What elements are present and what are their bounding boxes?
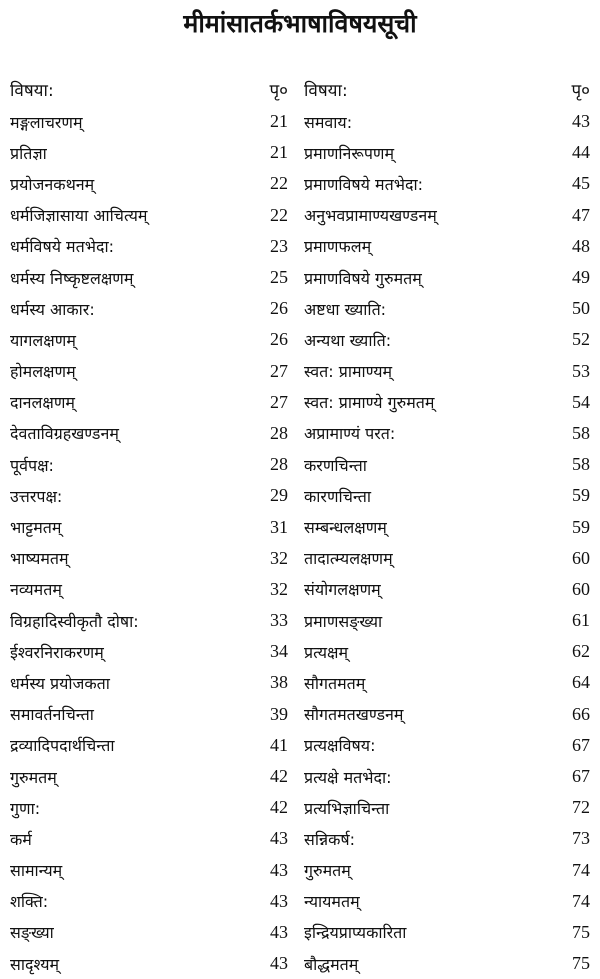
entry-page-number: 27 — [270, 391, 288, 412]
entry-page-number: 67 — [572, 766, 590, 787]
entry-page-number: 64 — [572, 672, 590, 693]
right-index-column — [304, 72, 590, 979]
entry-page-number: 29 — [270, 485, 288, 506]
entry-topic: मङ्गलाचरणम् — [10, 112, 83, 132]
index-entry — [10, 886, 288, 917]
entry-page-number: 22 — [270, 204, 288, 225]
index-entry — [304, 667, 590, 698]
entry-topic: धर्मस्य आकार: — [10, 299, 95, 319]
entry-topic: प्रत्यक्षम् — [304, 642, 349, 662]
entry-page-number: 23 — [270, 235, 288, 256]
right-entries — [304, 106, 590, 979]
entry-topic: गुरुमतम् — [304, 861, 351, 881]
entry-topic: सामान्यम् — [10, 861, 63, 881]
entry-page-number: 73 — [572, 828, 590, 849]
index-entry — [304, 730, 590, 761]
entry-topic: कारणचिन्ता — [304, 486, 372, 506]
entry-page-number: 38 — [270, 672, 288, 693]
entry-topic: धर्मस्य निष्कृष्टलक्षणम् — [10, 268, 134, 288]
index-entry — [304, 200, 590, 231]
entry-topic: होमलक्षणम् — [10, 362, 76, 382]
entry-topic: अनुभवप्रामाण्यखण्डनम् — [304, 206, 437, 226]
entry-page-number: 43 — [270, 953, 288, 974]
index-entry — [304, 605, 590, 636]
entry-topic: धर्मजिज्ञासाया आचित्यम् — [10, 206, 148, 226]
page-header: पृ० — [571, 80, 590, 101]
entry-page-number: 59 — [572, 516, 590, 537]
index-entry — [10, 636, 288, 667]
index-entry — [10, 168, 288, 199]
entry-page-number: 54 — [572, 391, 590, 412]
entry-topic: पूर्वपक्ष: — [10, 455, 54, 475]
entry-page-number: 26 — [270, 329, 288, 350]
entry-topic: समावर्तनचिन्ता — [10, 705, 94, 725]
entry-topic: न्यायमतम् — [304, 892, 360, 912]
index-entry — [10, 574, 288, 605]
index-entry — [304, 823, 590, 854]
index-entry — [10, 917, 288, 948]
index-entry — [304, 449, 590, 480]
index-entry — [304, 262, 590, 293]
index-entry — [304, 511, 590, 542]
index-entry — [10, 667, 288, 698]
index-entry — [304, 418, 590, 449]
entry-topic: शक्ति: — [10, 892, 49, 912]
entry-topic: द्रव्यादिपदार्थचिन्ता — [10, 736, 115, 756]
entry-page-number: 43 — [270, 859, 288, 880]
entry-page-number: 74 — [572, 890, 590, 911]
index-entry — [10, 855, 288, 886]
entry-page-number: 21 — [270, 111, 288, 132]
entry-topic: प्रयोजनकथनम् — [10, 174, 95, 194]
entry-topic: संयोगलक्षणम् — [304, 580, 381, 600]
index-entry — [10, 262, 288, 293]
entry-topic: सौगतमतम् — [304, 673, 366, 693]
index-entry — [304, 886, 590, 917]
entry-page-number: 33 — [270, 610, 288, 631]
entry-page-number: 48 — [572, 235, 590, 256]
left-column-header — [10, 72, 288, 106]
entry-topic: तादात्म्यलक्षणम् — [304, 549, 393, 569]
entry-page-number: 62 — [572, 641, 590, 662]
entry-page-number: 41 — [270, 734, 288, 755]
entry-topic: यागलक्षणम् — [10, 330, 76, 350]
entry-page-number: 42 — [270, 797, 288, 818]
entry-topic: सौगतमतखण्डनम् — [304, 705, 404, 725]
entry-topic: प्रमाणफलम् — [304, 237, 372, 257]
entry-page-number: 43 — [270, 921, 288, 942]
entry-page-number: 25 — [270, 267, 288, 288]
index-entry — [304, 948, 590, 979]
entry-topic: देवताविग्रहखण्डनम् — [10, 424, 119, 444]
index-entry — [304, 917, 590, 948]
entry-page-number: 28 — [270, 422, 288, 443]
entry-topic: अन्यथा ख्याति: — [304, 330, 392, 350]
entry-page-number: 49 — [572, 267, 590, 288]
entry-topic: प्रतिज्ञा — [10, 143, 47, 163]
entry-topic: प्रमाणविषये मतभेदा: — [304, 174, 424, 194]
entry-topic: प्रत्यभिज्ञाचिन्ता — [304, 798, 390, 818]
index-entry — [304, 231, 590, 262]
entry-page-number: 21 — [270, 142, 288, 163]
entry-topic: अष्टधा ख्याति: — [304, 299, 387, 319]
index-entry — [304, 792, 590, 823]
entry-topic: सन्निकर्ष: — [304, 829, 356, 849]
entry-page-number: 27 — [270, 360, 288, 381]
entry-page-number: 39 — [270, 703, 288, 724]
entry-topic: स्वत: प्रामाण्यम् — [304, 362, 393, 382]
entry-page-number: 75 — [572, 921, 590, 942]
index-entry — [304, 168, 590, 199]
entry-page-number: 47 — [572, 204, 590, 225]
entry-page-number: 31 — [270, 516, 288, 537]
index-entry — [10, 792, 288, 823]
index-entry — [10, 730, 288, 761]
right-column-header — [304, 72, 590, 106]
index-entry — [10, 543, 288, 574]
entry-topic: प्रमाणनिरूपणम् — [304, 143, 395, 163]
entry-page-number: 34 — [270, 641, 288, 662]
index-entry — [304, 356, 590, 387]
index-entry — [10, 948, 288, 979]
index-entry — [10, 231, 288, 262]
index-entry — [304, 480, 590, 511]
entry-topic: गुरुमतम् — [10, 767, 57, 787]
entry-topic: प्रमाणविषये गुरुमतम् — [304, 268, 422, 288]
entry-page-number: 53 — [572, 360, 590, 381]
entry-page-number: 28 — [270, 454, 288, 475]
index-entry — [10, 137, 288, 168]
entry-topic: धर्मविषये मतभेदा: — [10, 237, 115, 257]
entry-topic: विग्रहादिस्वीकृतौ दोषा: — [10, 611, 139, 631]
entry-topic: प्रत्यक्षविषय: — [304, 736, 376, 756]
entry-topic: अप्रामाण्यं परत: — [304, 424, 396, 444]
index-entry — [10, 761, 288, 792]
entry-page-number: 32 — [270, 578, 288, 599]
left-entries — [10, 106, 288, 979]
entry-topic: कर्म — [10, 829, 32, 849]
index-entry — [10, 387, 288, 418]
entry-page-number: 26 — [270, 298, 288, 319]
entry-topic: बौद्धमतम् — [304, 954, 359, 974]
entry-topic: करणचिन्ता — [304, 455, 367, 475]
index-entry — [10, 356, 288, 387]
entry-topic: भाट्टमतम् — [10, 518, 62, 538]
index-entry — [10, 605, 288, 636]
entry-topic: धर्मस्य प्रयोजकता — [10, 673, 110, 693]
entry-page-number: 58 — [572, 454, 590, 475]
entry-topic: गुणा: — [10, 798, 41, 818]
index-entry — [10, 106, 288, 137]
entry-page-number: 74 — [572, 859, 590, 880]
entry-topic: स्वत: प्रामाण्ये गुरुमतम् — [304, 393, 435, 413]
entry-page-number: 43 — [572, 111, 590, 132]
index-entry — [304, 543, 590, 574]
left-index-column — [10, 72, 288, 979]
entry-page-number: 43 — [270, 828, 288, 849]
entry-page-number: 60 — [572, 578, 590, 599]
index-entry — [10, 200, 288, 231]
entry-topic: नव्यमतम् — [10, 580, 62, 600]
index-entry — [304, 855, 590, 886]
entry-topic: सङ्ख्या — [10, 923, 54, 943]
index-entry — [304, 293, 590, 324]
entry-page-number: 32 — [270, 547, 288, 568]
index-entry — [10, 511, 288, 542]
entry-page-number: 75 — [572, 953, 590, 974]
entry-page-number: 43 — [270, 890, 288, 911]
index-entry — [304, 761, 590, 792]
page-title: मीमांसातर्कभाषाविषयसूची — [183, 9, 417, 38]
subject-header: विषया: — [304, 80, 348, 101]
entry-page-number: 60 — [572, 547, 590, 568]
entry-page-number: 45 — [572, 173, 590, 194]
entry-page-number: 22 — [270, 173, 288, 194]
entry-page-number: 44 — [572, 142, 590, 163]
entry-page-number: 61 — [572, 610, 590, 631]
index-entry — [304, 387, 590, 418]
index-entry — [304, 137, 590, 168]
entry-topic: इन्द्रियप्राप्यकारिता — [304, 923, 407, 943]
index-entry — [10, 699, 288, 730]
entry-page-number: 52 — [572, 329, 590, 350]
page-header: पृ० — [269, 80, 288, 101]
entry-topic: समवाय: — [304, 112, 353, 132]
index-entry — [304, 574, 590, 605]
index-entry — [10, 324, 288, 355]
entry-page-number: 72 — [572, 797, 590, 818]
entry-page-number: 42 — [270, 766, 288, 787]
index-entry — [304, 636, 590, 667]
entry-topic: प्रत्यक्षे मतभेदा: — [304, 767, 392, 787]
index-entry — [10, 449, 288, 480]
entry-page-number: 58 — [572, 422, 590, 443]
entry-topic: प्रमाणसङ्ख्या — [304, 611, 383, 631]
entry-topic: भाष्यमतम् — [10, 549, 69, 569]
entry-page-number: 59 — [572, 485, 590, 506]
index-entry — [10, 480, 288, 511]
index-entry — [10, 823, 288, 854]
entry-topic: उत्तरपक्ष: — [10, 486, 63, 506]
index-entry — [10, 293, 288, 324]
entry-page-number: 66 — [572, 703, 590, 724]
index-entry — [10, 418, 288, 449]
entry-topic: ईश्वरनिराकरणम् — [10, 642, 104, 662]
entry-topic: सादृश्यम् — [10, 954, 60, 974]
index-entry — [304, 106, 590, 137]
subject-header: विषया: — [10, 80, 54, 101]
entry-topic: सम्बन्धलक्षणम् — [304, 518, 387, 538]
index-entry — [304, 699, 590, 730]
entry-page-number: 67 — [572, 734, 590, 755]
index-entry — [304, 324, 590, 355]
entry-page-number: 50 — [572, 298, 590, 319]
entry-topic: दानलक्षणम् — [10, 393, 75, 413]
